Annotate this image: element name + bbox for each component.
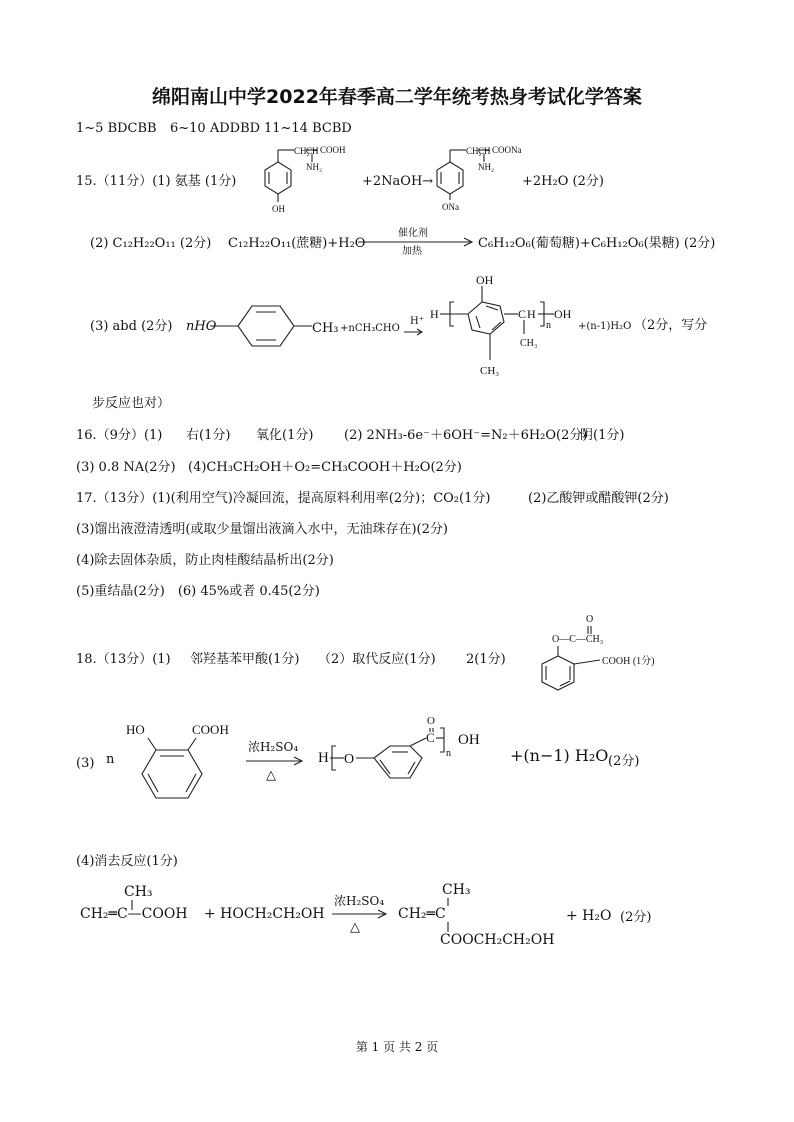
aspirin-structure — [546, 612, 706, 702]
q18-part4-water: + H₂O — [566, 908, 612, 924]
q18-part4-delta: △ — [350, 920, 360, 935]
svg-text:COOH: COOH — [320, 145, 346, 155]
q18-part3-condition: 浓H₂SO₄ — [248, 740, 299, 754]
q16-line1-d: (2) 2NH₃-6e⁻＋6OH⁻=N₂＋6H₂O(2分) — [344, 428, 588, 443]
q16-line2-a: (3) 0.8 NA(2分) — [76, 460, 176, 475]
q18-part4-methyl: CH₃ — [124, 884, 153, 900]
q15-heat-label: 加热 — [402, 246, 422, 257]
svg-text:O: O — [427, 715, 435, 727]
svg-text:H: H — [527, 307, 536, 321]
salicylic-acid-structure — [126, 716, 246, 806]
q18-part3-score: (2分) — [608, 754, 640, 769]
svg-text:OH: OH — [458, 732, 480, 748]
mc-answers-11-14: 11~14 BCBD — [264, 121, 352, 136]
svg-text:CH₂: CH₂ — [466, 146, 482, 156]
q16-line1-c: 氧化(1分) — [256, 428, 314, 443]
svg-text:C: C — [518, 307, 527, 321]
reaction-arrow-icon — [246, 756, 306, 766]
svg-text:n: n — [446, 748, 451, 759]
svg-text:H: H — [430, 307, 439, 321]
q18-part4-diol: + HOCH₂CH₂OH — [204, 906, 325, 922]
reaction-arrow-icon — [404, 328, 426, 336]
q18-part3-n: n — [106, 752, 115, 767]
q15-part3-water: +(n-1)H₂O — [578, 321, 632, 332]
q18-part3-water: +(n−1) H₂O — [510, 746, 609, 765]
svg-text:NH₂: NH₂ — [478, 162, 495, 172]
q18-line1-b: 邻羟基苯甲酸(1分) — [190, 652, 300, 667]
mc-answers-6-10: 6~10 ADDBD — [170, 121, 261, 136]
q17-line4: (5)重结晶(2分) (6) 45%或者 0.45(2分) — [76, 584, 320, 599]
page-title: 绵阳南山中学2022年春季高二学年统考热身考试化学答案 — [152, 86, 642, 108]
q18-part4-methyl-product: CH₃ — [442, 882, 471, 898]
q17-line1b: (2)乙酸钾或醋酸钾(2分) — [528, 491, 669, 506]
phenolic-resin-structure — [430, 272, 580, 382]
svg-text:COONa: COONa — [492, 145, 522, 155]
reaction-arrow-icon — [332, 909, 390, 919]
svg-text:ONa: ONa — [442, 202, 459, 212]
q16-line2-b: (4)CH₃CH₂OH＋O₂=CH₃COOH＋H₂O(2分) — [188, 460, 462, 475]
svg-text:H: H — [318, 750, 329, 766]
page-footer: 第 1 页 共 2 页 — [355, 1040, 439, 1054]
q15-part3-aldehyde: +nCH₃CHO — [340, 323, 400, 334]
mc-answers-1-5: 1~5 BDCBB — [76, 121, 157, 136]
q15-part2-reactants: C₁₂H₂₂O₁₁(蔗糖)+H₂O — [228, 236, 366, 251]
svg-text:n: n — [546, 320, 551, 331]
q18-part4-product: CH₂═C — [398, 906, 446, 922]
svg-text:OH: OH — [272, 204, 285, 214]
q15-part3-n: nHO — [186, 319, 217, 334]
svg-text:O—C—CH₃: O—C—CH₃ — [552, 634, 604, 645]
svg-text:COOH (1分): COOH (1分) — [602, 656, 655, 667]
q18-line1-a: 18.（13分）(1) — [76, 652, 171, 667]
svg-text:C: C — [426, 730, 435, 745]
q18-part4-reactant: CH₂═C—COOH — [80, 906, 188, 922]
q15-part3: (3) abd (2分) — [90, 319, 173, 334]
q17-line2: (3)馏出液澄清透明(或取少量馏出液滴入水中，无油珠存在)(2分) — [76, 522, 448, 537]
q16-line1-b: 右(1分) — [186, 428, 231, 443]
p-cresol-ring — [210, 300, 322, 352]
q18-part4-ester: COOCH₂CH₂OH — [440, 932, 555, 948]
svg-text:HO: HO — [126, 722, 145, 737]
q15-part3-methyl: CH₃ — [312, 321, 339, 336]
svg-text:O: O — [344, 752, 355, 767]
svg-text:CH₃: CH₃ — [520, 338, 538, 349]
q18-part4-condition: 浓H₂SO₄ — [334, 894, 385, 908]
svg-text:CH: CH — [306, 146, 319, 156]
q17-line3: (4)除去固体杂质，防止肉桂酸结晶析出(2分) — [76, 553, 334, 568]
q18-part4-score: (2分) — [620, 910, 652, 925]
q15-water: +2H₂O (2分) — [522, 174, 604, 189]
q15-header: 15.（11分）(1) 氨基 (1分) — [76, 174, 237, 189]
q16-line1-e: 阴(1分) — [580, 428, 625, 443]
svg-text:CH₃: CH₃ — [480, 365, 500, 377]
polyester-structure — [318, 716, 518, 806]
q15-part2-products: C₆H₁₂O₆(葡萄糖)+C₆H₁₂O₆(果糖) (2分) — [478, 236, 716, 251]
q15-part3-note: 步反应也对） — [92, 396, 171, 411]
svg-text:NH₂: NH₂ — [306, 162, 323, 172]
q18-line1-c: （2）取代反应(1分) — [318, 652, 436, 667]
tyrosine-structure — [256, 140, 366, 218]
q15-part3-catalyst: H⁺ — [410, 316, 424, 327]
q15-part3-score: （2分，写分 — [634, 318, 708, 333]
q15-part2: (2) C₁₂H₂₂O₁₁ (2分) — [90, 236, 212, 251]
svg-text:O: O — [586, 614, 594, 625]
svg-text:CH: CH — [478, 146, 491, 156]
svg-text:CH₂: CH₂ — [294, 146, 310, 156]
q18-part3: (3) — [76, 756, 95, 771]
q15-naoh: +2NaOH→ — [362, 174, 434, 189]
q18-part4: (4)消去反应(1分) — [76, 854, 178, 869]
svg-text:OH: OH — [476, 273, 494, 287]
q18-line1-d: 2(1分) — [466, 652, 506, 667]
q15-catalyst-label: 催化剂 — [398, 228, 428, 239]
svg-text:COOH: COOH — [192, 722, 229, 737]
q18-part3-delta: △ — [266, 768, 276, 783]
q17-line1: 17.（13分）(1)(利用空气)冷凝回流，提高原料利用率(2分)；CO₂(1分) — [76, 491, 491, 506]
svg-text:OH: OH — [554, 307, 572, 321]
q16-line1-a: 16.（9分）(1) — [76, 428, 163, 443]
